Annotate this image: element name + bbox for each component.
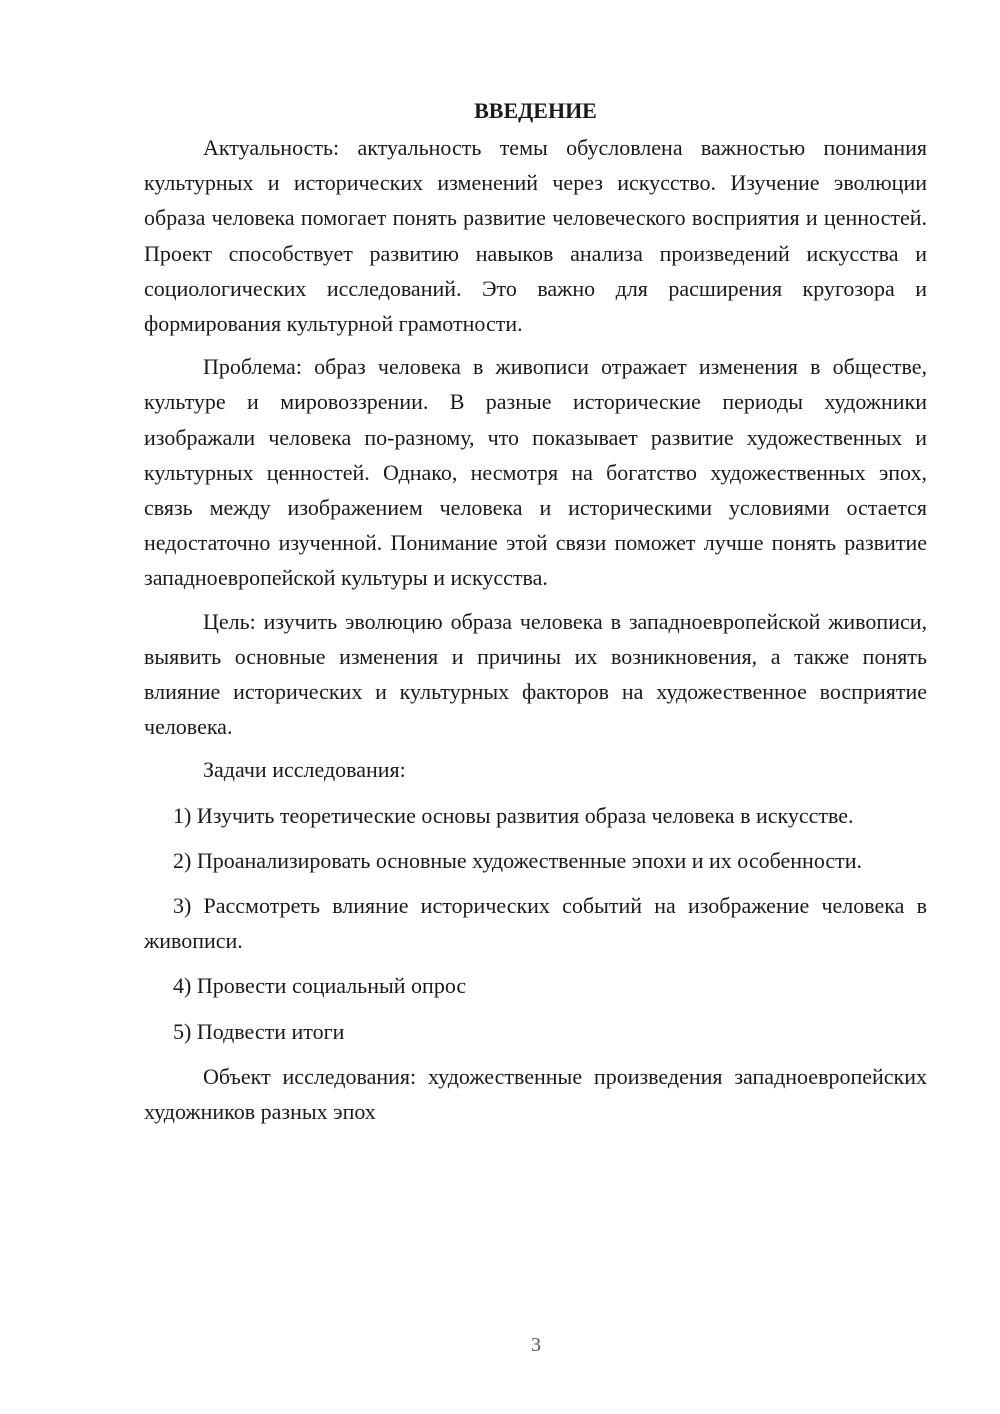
page-heading: ВВЕДЕНИЕ	[474, 98, 597, 123]
paragraph-goal: Цель: изучить эволюцию образа человека в западноевропейской живописи, выявить основные изменения и причины их возникновения, а также понять влияние исторических и культурных факторов на художественное восприятие человека.	[144, 608, 927, 740]
paragraph-problem: Проблема: образ человека в живописи отражает изменения в обществе, культуре и мировоззрении. В разные исторические периоды художники изображали человека по-разному, что показывает развитие художественных и культурных ценностей. Однако, несмотря на богатство художественных эпох, связь между изображением человека и историческими условиями остается недостаточно изученной. Понимание этой связи поможет лучше понять развитие западноевропейской культуры и искусства.	[144, 354, 927, 591]
paragraph-object: Объект исследования: художественные произведения западноевропейских художников разных эпох	[144, 1063, 927, 1125]
task-item-5: 5) Подвести итоги	[173, 1018, 345, 1044]
task-item-1: 1) Изучить теоретические основы развития образа человека в искусстве.	[173, 802, 854, 828]
task-item-4: 4) Провести социальный опрос	[173, 973, 467, 999]
page-content	[144, 96, 927, 1137]
task-item-2: 2) Проанализировать основные художественные эпохи и их особенности.	[173, 847, 863, 873]
paragraph-relevance: Актуальность: актуальность темы обусловлена важностью понимания культурных и исторических изменений через искусство. Изучение эволюции образа человека помогает понять развитие человеческого восприятия и ценностей. Проект способствует развитию навыков анализа произведений искусства и социологических исследований. Это важно для расширения кругозора и формирования культурной грамотности.	[144, 135, 927, 337]
tasks-title: Задачи исследования:	[203, 757, 406, 783]
task-item-3: 3) Рассмотреть влияние исторических событий на изображение человека в живописи.	[144, 893, 927, 954]
page-number: 3	[531, 1334, 541, 1356]
